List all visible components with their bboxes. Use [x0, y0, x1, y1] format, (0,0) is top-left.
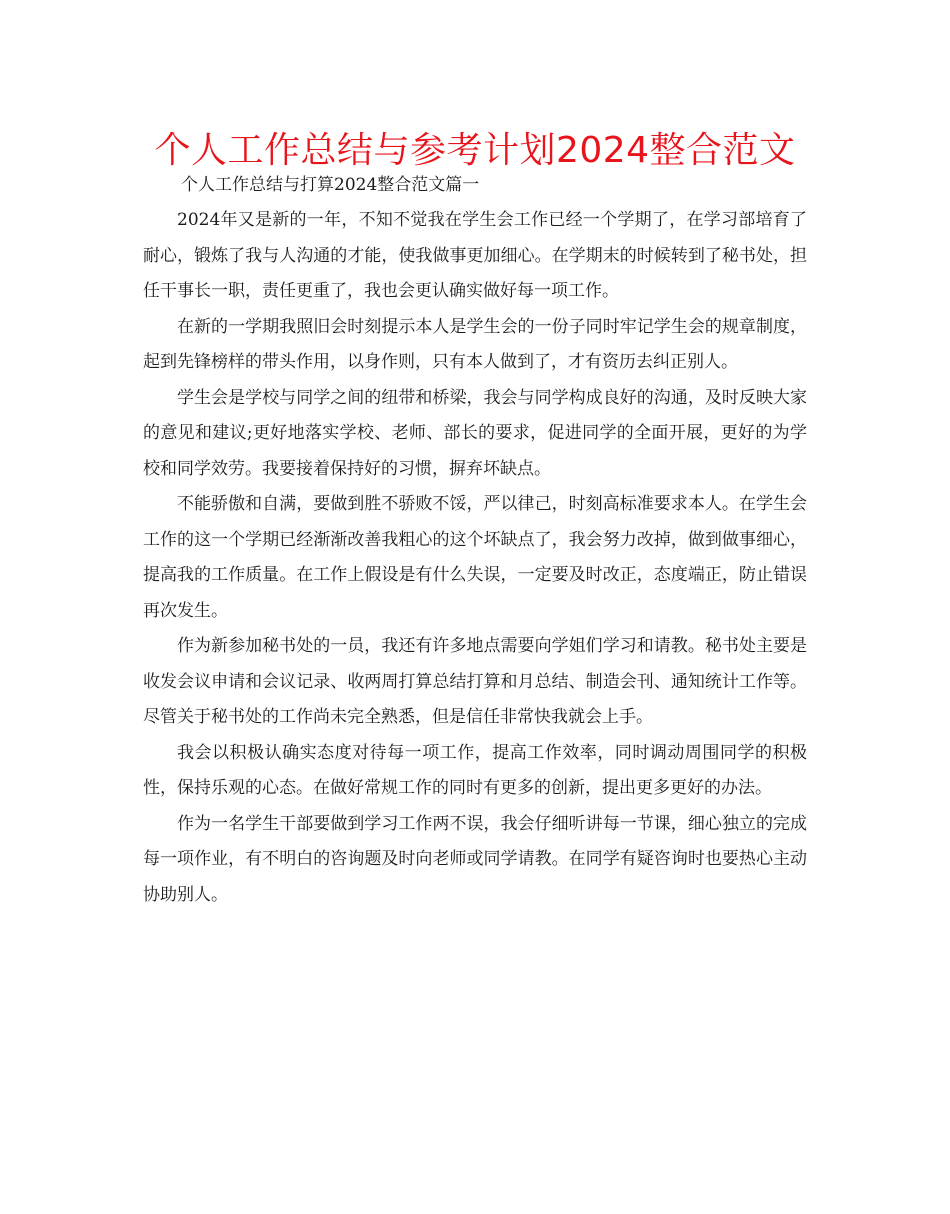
paragraph-4: 不能骄傲和自满，要做到胜不骄败不馁，严以律己，时刻高标准要求本人。在学生会工作的这一个学期已经渐渐改善我粗心的这个坏缺点了，我会努力改掉，做到做事细心，提高我的工作质量。在工作上假设是有什么失误，一定要及时改正，态度端正，防止错误再次发生。	[143, 494, 807, 621]
paragraph-6: 我会以积极认确实态度对待每一项工作，提高工作效率，同时调动周围同学的积极性，保持乐观的心态。在做好常规工作的同时有更多的创新，提出更多更好的办法。	[143, 742, 807, 798]
paragraph-2: 在新的一学期我照旧会时刻提示本人是学生会的一份子同时牢记学生会的规章制度，起到先锋榜样的带头作用，以身作则，只有本人做到了，才有资历去纠正别人。	[143, 316, 807, 372]
document-body	[143, 203, 807, 913]
paragraph-5: 作为新参加秘书处的一员，我还有许多地点需要向学姐们学习和请教。秘书处主要是收发会议申请和会议记录、收两周打算总结打算和月总结、制造会刊、通知统计工作等。尽管关于秘书处的工作尚未完全熟悉，但是信任非常快我就会上手。	[143, 636, 807, 727]
paragraph-7: 作为一名学生干部要做到学习工作两不误，我会仔细听讲每一节课，细心独立的完成每一项作业，有不明白的咨询题及时向老师或同学请教。在同学有疑咨询时也要热心主动协助别人。	[143, 813, 807, 905]
paragraph-1: 2024年又是新的一年，不知不觉我在学生会工作已经一个学期了，在学习部培育了耐心，锻炼了我与人沟通的才能，使我做事更加细心。在学期末的时候转到了秘书处，担任干事长一职，责任更重了，我也会更认确实做好每一项工作。	[143, 210, 807, 301]
document-title: 个人工作总结与参考计划2024整合范文	[154, 130, 796, 171]
paragraph-3: 学生会是学校与同学之间的纽带和桥梁，我会与同学构成良好的沟通，及时反映大家的意见和建议;更好地落实学校、老师、部长的要求，促进同学的全面开展，更好的为学校和同学效劳。我要接着保持好的习惯，摒弃坏缺点。	[143, 387, 807, 479]
document-subtitle: 个人工作总结与打算2024整合范文篇一	[181, 175, 480, 195]
